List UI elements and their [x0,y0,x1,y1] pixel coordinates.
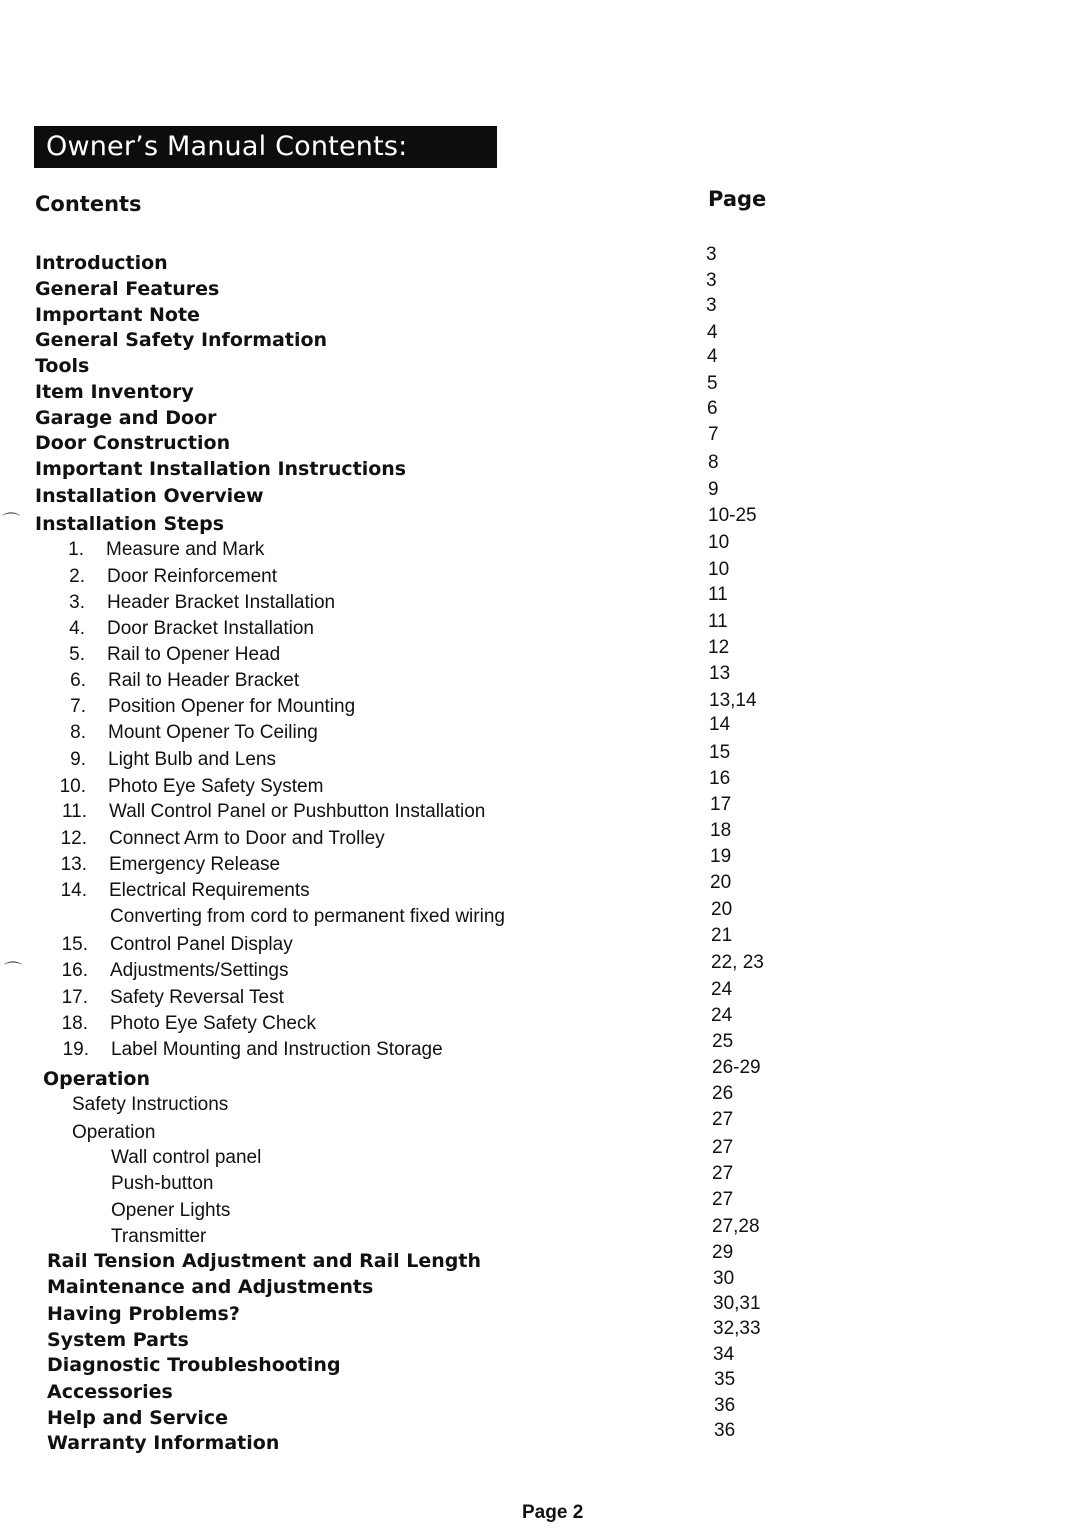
toc-entry-label: Item Inventory [35,381,194,403]
toc-entry-page: 36 [714,1420,736,1441]
toc-entry-page: 29 [712,1242,734,1263]
scan-mark: ⌒ [4,961,22,981]
toc-entry-page: 34 [713,1344,735,1365]
toc-entry-page: 4 [707,322,718,343]
toc-entry-label: Warranty Information [47,1432,280,1454]
toc-entry-page: 14 [709,714,731,735]
toc-entry-label: Help and Service [47,1407,229,1429]
toc-entry-number: 6. [70,670,86,691]
toc-entry-label: Operation [72,1122,156,1143]
toc-entry-number: 12. [60,828,87,849]
toc-entry-label: Door Reinforcement [107,566,278,587]
toc-entry-page: 3 [706,244,717,265]
toc-entry-page: 12 [708,637,730,658]
toc-entry-page: 11 [708,584,728,605]
toc-entry-label: Door Bracket Installation [107,618,314,639]
toc-entry-number: 10. [59,776,86,797]
toc-entry-number: 7. [70,696,86,717]
toc-entry-page: 20 [711,899,733,920]
toc-entry-label: Operation [43,1068,151,1090]
toc-entry-number: 5. [69,644,85,665]
toc-entry-label: Connect Arm to Door and Trolley [109,828,385,849]
toc-entry-label: Push-button [111,1173,214,1194]
page-title: Owner’s Manual Contents: [34,126,497,168]
toc-entry-page: 30,31 [713,1293,761,1314]
toc-entry-label: Installation Overview [35,485,264,507]
toc-entry-page: 35 [714,1369,736,1390]
toc-entry-label: Emergency Release [109,854,281,875]
toc-entry-label: Diagnostic Troubleshooting [47,1354,341,1376]
toc-entry-label: Label Mounting and Instruction Storage [111,1039,443,1060]
toc-entry-label: Photo Eye Safety Check [110,1013,316,1034]
toc-entry-label: Light Bulb and Lens [108,749,276,770]
toc-entry-label: Measure and Mark [106,539,265,560]
toc-entry-page: 27 [712,1109,734,1130]
toc-entry-number: 2. [69,566,85,587]
toc-entry-page: 22, 23 [711,952,764,973]
toc-entry-page: 8 [708,452,719,473]
toc-entry-page: 27 [712,1137,734,1158]
toc-entry-page: 3 [706,270,717,291]
toc-entry-number: 3. [69,592,85,613]
toc-entry-page: 24 [711,1005,733,1026]
toc-entry-label: Mount Opener To Ceiling [108,722,318,743]
toc-entry-page: 27,28 [712,1216,760,1237]
toc-entry-page: 5 [707,373,718,394]
toc-entry-label: Having Problems? [47,1303,240,1325]
toc-entry-page: 30 [713,1268,735,1289]
toc-entry-label: Rail Tension Adjustment and Rail Length [47,1250,481,1272]
toc-entry-page: 15 [709,742,731,763]
toc-entry-page: 25 [712,1031,734,1052]
toc-entry-label: Garage and Door [35,407,217,429]
toc-entry-label: Door Construction [35,432,231,454]
toc-entry-label: Electrical Requirements [109,880,310,901]
toc-entry-number: 16. [61,960,88,981]
toc-entry-page: 26-29 [712,1057,761,1078]
toc-entry-page: 3 [706,295,717,316]
toc-entry-number: 17. [61,987,88,1008]
page-number-footer: Page 2 [522,1502,584,1523]
toc-entry-label: Wall control panel [111,1147,262,1168]
toc-entry-page: 10-25 [708,505,757,526]
toc-entry-number: 9. [70,749,86,770]
toc-entry-page: 9 [708,479,719,500]
toc-entry-label: Important Note [35,304,200,326]
toc-entry-page: 6 [707,398,718,419]
toc-entry-label: Header Bracket Installation [107,592,336,613]
toc-entry-page: 24 [711,979,733,1000]
toc-entry-number: 18. [61,1013,88,1034]
toc-entry-page: 13,14 [709,690,757,711]
toc-entry-number: 19. [62,1039,89,1060]
toc-entry-label: Accessories [47,1381,173,1403]
toc-entry-page: 27 [712,1189,734,1210]
toc-entry-label: Position Opener for Mounting [108,696,356,717]
toc-entry-page: 26 [712,1083,734,1104]
toc-entry-number: 11. [61,801,87,822]
toc-entry-page: 16 [709,768,731,789]
toc-entry-page: 19 [710,846,732,867]
toc-entry-page: 36 [714,1395,736,1416]
toc-entry-label: Wall Control Panel or Pushbutton Installation [109,801,486,822]
toc-entry-label: Opener Lights [111,1200,231,1221]
toc-entry-label: Photo Eye Safety System [108,776,324,797]
toc-entry-page: 7 [708,424,719,445]
toc-entry-label: Rail to Header Bracket [108,670,300,691]
scan-mark: ⌒ [2,512,20,532]
toc-entry-label: System Parts [47,1329,189,1351]
toc-entry-label: Safety Instructions [72,1094,229,1115]
toc-entry-number: 13. [60,854,87,875]
toc-entry-label: Rail to Opener Head [107,644,281,665]
toc-entry-page: 21 [711,925,733,946]
toc-entry-page: 10 [708,532,730,553]
toc-entry-number: 14. [60,880,87,901]
toc-entry-number: 8. [70,722,86,743]
toc-entry-page: 13 [709,663,731,684]
toc-entry-label: General Features [35,278,220,300]
toc-entry-page: 17 [710,794,732,815]
toc-entry-label: Installation Steps [35,513,225,535]
toc-entry-page: 11 [708,611,728,632]
toc-entry-label: Safety Reversal Test [110,987,284,1008]
toc-entry-label: Maintenance and Adjustments [47,1276,374,1298]
toc-entry-page: 4 [707,346,718,367]
toc-entry-label: Tools [35,355,90,377]
toc-entry-label: Adjustments/Settings [110,960,289,981]
toc-entry-number: 15. [61,934,88,955]
toc-entry-number: 4. [69,618,85,639]
toc-entry-label: Control Panel Display [110,934,293,955]
contents-column-header: Contents [35,192,142,216]
toc-entry-page: 20 [710,872,732,893]
toc-entry-page: 18 [710,820,732,841]
toc-entry-label: Transmitter [111,1226,207,1247]
page-column-header: Page [708,187,767,211]
toc-entry-page: 32,33 [713,1318,761,1339]
toc-entry-label: Introduction [35,252,168,274]
toc-entry-label: Important Installation Instructions [35,458,407,480]
toc-entry-label: Converting from cord to permanent fixed wiring [110,906,505,927]
toc-entry-page: 27 [712,1163,734,1184]
toc-entry-page: 10 [708,559,730,580]
toc-entry-label: General Safety Information [35,329,328,351]
toc-entry-number: 1. [68,539,84,560]
